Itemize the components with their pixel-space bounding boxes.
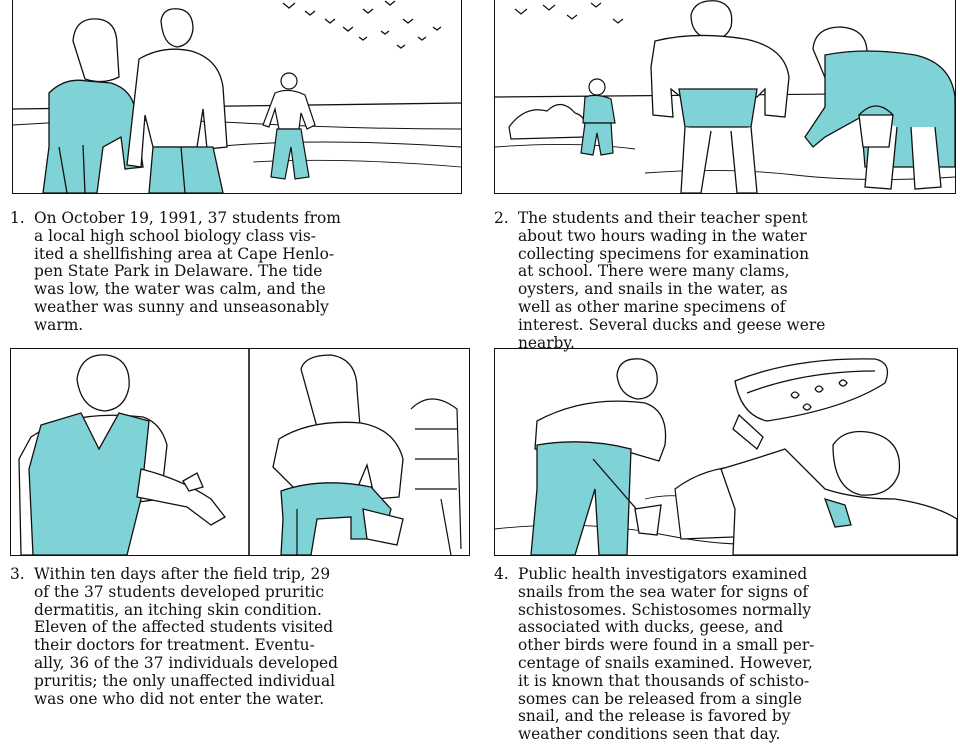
caption-line: Public health investigators examined xyxy=(518,565,808,583)
illustration-panel-1-beach-visit xyxy=(12,0,462,194)
caption-line: schistosomes. Schistosomes normally xyxy=(518,600,812,619)
caption-line: a local high school biology class vis- xyxy=(34,226,316,245)
illustration-panel-4-investigators xyxy=(494,348,958,556)
caption-number: 1. xyxy=(10,209,25,227)
caption-line: of the 37 students developed pruritic xyxy=(34,582,325,601)
illustration-panel-3-itching xyxy=(10,348,470,556)
caption-line: centage of snails examined. However, xyxy=(518,653,813,672)
caption-line: at school. There were many clams, xyxy=(518,262,790,281)
caption-line: collecting specimens for examination xyxy=(518,244,810,263)
caption-line: ally, 36 of the 37 individuals developed xyxy=(34,653,339,672)
caption-line: dermatitis, an itching skin condition. xyxy=(34,600,322,619)
caption-line: warm. xyxy=(34,315,84,334)
caption-line: On October 19, 1991, 37 students from xyxy=(34,209,341,227)
illustration-panel-2-wading xyxy=(494,0,956,194)
caption-number: 3. xyxy=(10,565,25,583)
caption-line: weather was sunny and unseasonably xyxy=(34,297,329,316)
caption-line: was low, the water was calm, and the xyxy=(34,280,326,299)
caption-line: pen State Park in Delaware. The tide xyxy=(34,262,323,281)
caption-line: other birds were found in a small per- xyxy=(518,636,815,655)
caption-line: interest. Several ducks and geese were xyxy=(518,315,826,334)
caption-line: pruritis; the only unaffected individual xyxy=(34,671,336,690)
caption-line: about two hours wading in the water xyxy=(518,226,807,245)
caption-text xyxy=(34,566,338,708)
caption-line: it is known that thousands of schisto- xyxy=(518,671,810,690)
caption-line: snail, and the release is favored by xyxy=(518,707,791,726)
caption-4 xyxy=(494,565,956,744)
caption-line: snails from the sea water for signs of xyxy=(518,582,809,601)
caption-line: oysters, and snails in the water, as xyxy=(518,280,788,299)
caption-line: ited a shellfishing area at Cape Henlo- xyxy=(34,244,335,263)
caption-number: 2. xyxy=(494,209,509,227)
caption-text xyxy=(34,210,341,335)
caption-text xyxy=(518,210,825,352)
caption-line: their doctors for treatment. Eventu- xyxy=(34,636,315,655)
caption-line: Within ten days after the field trip, 29 xyxy=(34,565,331,583)
caption-line: associated with ducks, geese, and xyxy=(518,618,784,637)
caption-text xyxy=(518,566,814,744)
caption-line: nearby. xyxy=(518,333,575,352)
caption-line: well as other marine specimens of xyxy=(518,297,786,316)
caption-line: The students and their teacher spent xyxy=(518,209,808,227)
caption-line: Eleven of the affected students visited xyxy=(34,618,334,637)
caption-line: was one who did not enter the water. xyxy=(34,689,325,708)
caption-line: weather conditions seen that day. xyxy=(518,725,781,744)
caption-number: 4. xyxy=(494,565,509,583)
caption-line: somes can be released from a single xyxy=(518,689,803,708)
